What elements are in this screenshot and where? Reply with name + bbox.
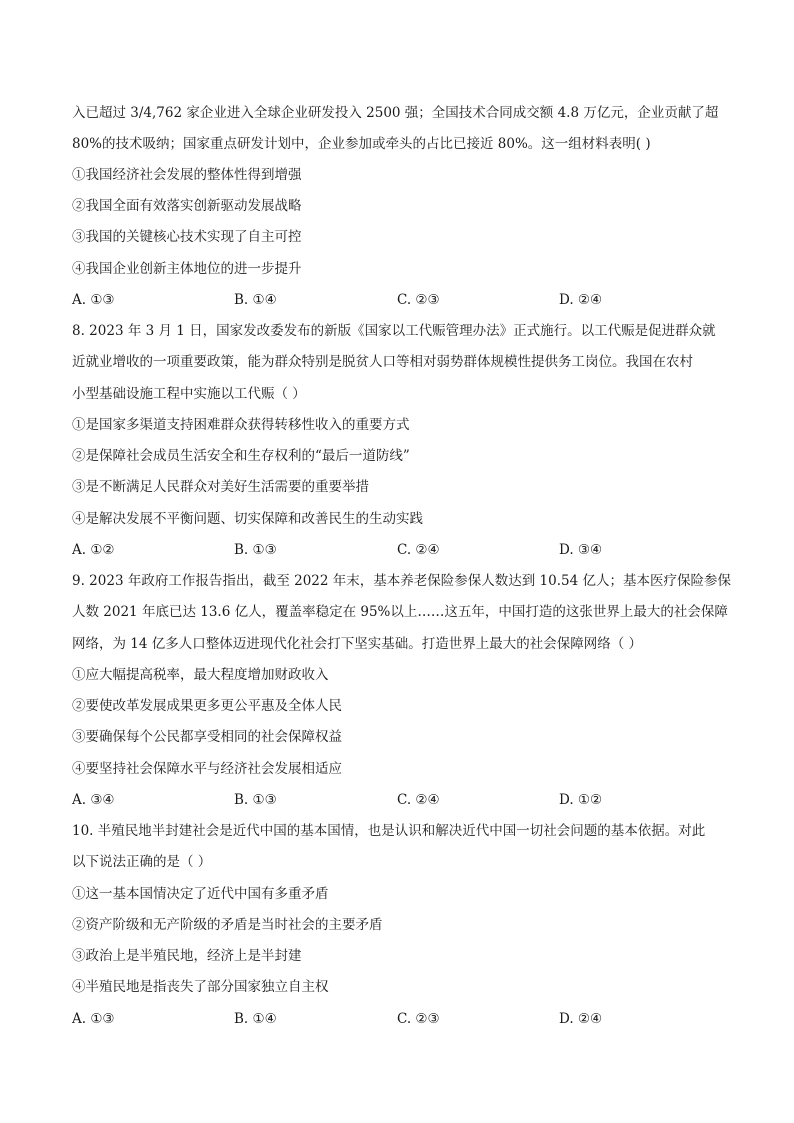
question-stem-line: 9. 2023 年政府工作报告指出，截至 2022 年末，基本养老保险参保人数达到 10.54 亿人；基本医疗保险参保 <box>72 573 731 589</box>
statement: ④是解决发展不平衡问题、切实保障和改善民生的生动实践 <box>72 511 423 527</box>
answer-options <box>72 541 732 559</box>
option-d[interactable]: D. ①② <box>559 792 603 808</box>
question-stem-line: 8. 2023 年 3 月 1 日，国家发改委发布的新版《国家以工代赈管理办法》正式施行。以工代赈是促进群众就 <box>72 323 716 339</box>
statement: ②资产阶级和无产阶级的矛盾是当时社会的主要矛盾 <box>72 917 383 933</box>
option-b[interactable]: B. ①④ <box>234 292 277 308</box>
option-a[interactable]: A. ①③ <box>72 1011 115 1027</box>
question-stem-line: 80%的技术吸纳；国家重点研发计划中，企业参加或牵头的占比已接近 80%。这一组材料表明( ) <box>72 136 651 152</box>
option-b[interactable]: B. ①③ <box>234 542 277 558</box>
question-stem-line: 网络，为 14 亿多人口整体迈进现代化社会打下坚实基础。打造世界上最大的社会保障网络（ ） <box>72 636 643 652</box>
statement: ③是不断满足人民群众对美好生活需要的重要举措 <box>72 479 369 495</box>
option-d[interactable]: D. ③④ <box>559 542 603 558</box>
option-c[interactable]: C. ②④ <box>397 792 440 808</box>
answer-options <box>72 1010 732 1028</box>
option-a[interactable]: A. ①③ <box>72 292 115 308</box>
statement: ①我国经济社会发展的整体性得到增强 <box>72 167 302 183</box>
option-c[interactable]: C. ②③ <box>397 1011 440 1027</box>
statement: ②要使改革发展成果更多更公平惠及全体人民 <box>72 698 342 714</box>
statement: ②我国全面有效落实创新驱动发展战略 <box>72 198 302 214</box>
question-stem-line: 以下说法正确的是（ ） <box>72 854 212 870</box>
question-stem-line: 近就业增收的一项重要政策，能为群众特别是脱贫人口等相对弱势群体规模性提供务工岗位。我国在农村 <box>72 354 693 370</box>
option-a[interactable]: A. ①② <box>72 542 115 558</box>
option-d[interactable]: D. ②④ <box>559 292 603 308</box>
statement: ①是国家多渠道支持困难群众获得转移性收入的重要方式 <box>72 417 410 433</box>
statement: ④半殖民地是指丧失了部分国家独立自主权 <box>72 979 329 995</box>
answer-options <box>72 791 732 809</box>
statement: ④我国企业创新主体地位的进一步提升 <box>72 261 302 277</box>
option-c[interactable]: C. ②③ <box>397 292 440 308</box>
question-stem-line: 小型基础设施工程中实施以工代赈（ ） <box>72 386 306 402</box>
option-d[interactable]: D. ②④ <box>559 1011 603 1027</box>
question-stem-line: 10. 半殖民地半封建社会是近代中国的基本国情，也是认识和解决近代中国一切社会问题的基本依据。对此 <box>72 823 706 839</box>
answer-options <box>72 291 732 309</box>
statement: ③政治上是半殖民地，经济上是半封建 <box>72 948 302 964</box>
option-a[interactable]: A. ③④ <box>72 792 115 808</box>
statement: ①这一基本国情决定了近代中国有多重矛盾 <box>72 886 329 902</box>
statement: ④要坚持社会保障水平与经济社会发展相适应 <box>72 761 342 777</box>
statement: ③我国的关键核心技术实现了自主可控 <box>72 229 302 245</box>
option-b[interactable]: B. ①③ <box>234 792 277 808</box>
statement: ②是保障社会成员生活安全和生存权利的“最后一道防线” <box>72 448 410 464</box>
option-b[interactable]: B. ①④ <box>234 1011 277 1027</box>
statement: ③要确保每个公民都享受相同的社会保障权益 <box>72 729 342 745</box>
question-stem-line: 人数 2021 年底已达 13.6 亿人，覆盖率稳定在 95%以上……这五年，中国打造的这张世界上最大的社会保障 <box>72 604 728 620</box>
question-stem-line: 入已超过 3/4,762 家企业进入全球企业研发投入 2500 强；全国技术合同成交额 4.8 万亿元，企业贡献了超 <box>72 105 719 121</box>
option-c[interactable]: C. ②④ <box>397 542 440 558</box>
statement: ①应大幅提高税率，最大程度增加财政收入 <box>72 667 329 683</box>
